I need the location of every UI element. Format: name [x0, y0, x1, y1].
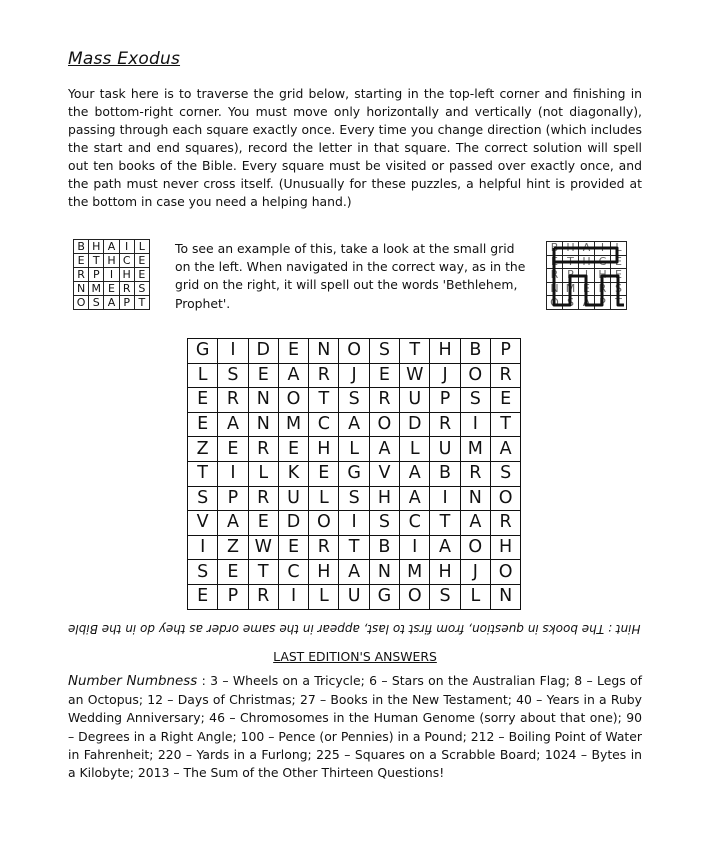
puzzle-grid-row — [188, 339, 521, 364]
puzzle-grid-cell: O — [369, 412, 399, 437]
puzzle-grid-cell: T — [339, 535, 369, 560]
answers-label: Number Numbness — [68, 674, 198, 689]
example-solved-grid-cell: R — [547, 269, 563, 283]
puzzle-grid-row — [188, 388, 521, 413]
puzzle-grid-cell: S — [369, 339, 399, 364]
puzzle-grid-cell: A — [400, 461, 430, 486]
puzzle-grid-cell: I — [188, 535, 218, 560]
example-grid-cell: P — [89, 268, 104, 282]
puzzle-grid-cell: A — [430, 535, 460, 560]
example-grid-row — [74, 254, 150, 268]
example-grid-cell: R — [74, 268, 89, 282]
example-solved-grid-cell: A — [579, 296, 595, 310]
puzzle-grid-cell: L — [400, 437, 430, 462]
puzzle-grid-cell: A — [339, 412, 369, 437]
puzzle-grid-cell: K — [278, 461, 308, 486]
puzzle-grid-cell: N — [248, 412, 278, 437]
example-grid-cell: M — [89, 282, 104, 296]
puzzle-title: Mass Exodus — [68, 49, 181, 69]
example-solved-grid-cell: P — [563, 269, 579, 283]
puzzle-grid-cell: V — [188, 511, 218, 536]
puzzle-grid-cell: H — [430, 339, 460, 364]
puzzle-grid-cell: U — [430, 437, 460, 462]
puzzle-grid-cell: H — [309, 437, 339, 462]
puzzle-grid-cell: I — [460, 412, 490, 437]
puzzle-grid-cell: M — [400, 560, 430, 585]
puzzle-grid-row — [188, 511, 521, 536]
example-grid-cell: R — [119, 282, 134, 296]
puzzle-grid-cell: L — [460, 584, 490, 609]
puzzle-grid-cell: R — [460, 461, 490, 486]
puzzle-grid-cell: T — [490, 412, 520, 437]
puzzle-grid-cell: H — [490, 535, 520, 560]
puzzle-grid-cell: N — [490, 584, 520, 609]
puzzle-grid-cell: E — [278, 535, 308, 560]
puzzle-grid-cell: B — [430, 461, 460, 486]
puzzle-grid-row — [188, 363, 521, 388]
puzzle-grid-row — [188, 535, 521, 560]
example-grid-cell: I — [119, 240, 134, 254]
example-solved-grid-cell: S — [611, 282, 627, 296]
example-grid-cell: A — [104, 240, 119, 254]
example-grid-solved — [546, 241, 631, 314]
example-solved-grid-cell: I — [595, 242, 611, 256]
example-solved-grid-cell: N — [547, 282, 563, 296]
puzzle-grid-cell: S — [430, 584, 460, 609]
example-solved-grid-cell: H — [579, 255, 595, 269]
example-grid-cell: B — [74, 240, 89, 254]
puzzle-grid-cell: L — [309, 486, 339, 511]
puzzle-grid-cell: W — [248, 535, 278, 560]
puzzle-grid-cell: O — [460, 535, 490, 560]
answers-text: : 3 – Wheels on a Tricycle; 6 – Stars on the Australian Flag; 8 – Legs of an Octopus; 12 – Days of Christmas; 27 – Books in the New Testament; 40 – Years in a Ruby Wedding Anniversary; 46 – Chromosomes in the Human Genome (sorry about that one); 90 – Degrees in a Right Angle; 100 – Pence (or Pennies) in a Pound; 212 – Boiling Point of Water in Fahrenheit; 220 – Yards in a Furlong; 225 – Squares on a Scrabble Board; 1024 – Bytes in a Kilobyte; 2013 – The Sum of the Other Thirteen Questions! — [68, 673, 642, 781]
example-grid-cell: H — [104, 254, 119, 268]
puzzle-grid-cell: R — [248, 486, 278, 511]
example-grid-cell: H — [89, 240, 104, 254]
puzzle-grid-row — [188, 560, 521, 585]
example-grid-cell: P — [119, 296, 134, 310]
puzzle-grid-cell: G — [188, 339, 218, 364]
puzzle-grid-cell: R — [248, 437, 278, 462]
puzzle-grid-cell: I — [339, 511, 369, 536]
puzzle-grid-cell: T — [248, 560, 278, 585]
puzzle-grid-row — [188, 437, 521, 462]
puzzle-grid — [187, 338, 521, 610]
puzzle-grid-cell: R — [490, 511, 520, 536]
puzzle-grid-cell: A — [400, 486, 430, 511]
example-solved-grid-cell: I — [579, 269, 595, 283]
example-grid-cell: H — [119, 268, 134, 282]
puzzle-grid-cell: R — [309, 535, 339, 560]
instructions-paragraph: Your task here is to traverse the grid below, starting in the top-left corner and finishing in the bottom-right corner. You must move only horizontally and vertically (not diagonally), passing through each square exactly once. Every time you change direction (which includes the start and end squares), record the letter in that square. The correct solution will spell out ten books of the Bible. Every square must be visited or passed over exactly once, and the path must never cross itself. (Unusually for these puzzles, a helpful hint is provided at the bottom in case you need a helping hand.) — [68, 86, 642, 209]
puzzle-grid-cell: L — [188, 363, 218, 388]
puzzle-grid-cell: E — [188, 388, 218, 413]
example-solved-grid-cell: T — [611, 296, 627, 310]
puzzle-grid-cell: A — [460, 511, 490, 536]
example-grid-cell: E — [74, 254, 89, 268]
example-solved-grid-cell: P — [595, 296, 611, 310]
puzzle-grid-cell: E — [248, 511, 278, 536]
puzzle-grid-cell: R — [369, 388, 399, 413]
example-solved-grid-cell: A — [579, 242, 595, 256]
puzzle-grid-cell: Z — [218, 535, 248, 560]
example-grid-row — [74, 240, 150, 254]
puzzle-grid-cell: B — [369, 535, 399, 560]
puzzle-grid-cell: G — [369, 584, 399, 609]
puzzle-grid-cell: S — [339, 486, 369, 511]
puzzle-grid-cell: U — [339, 584, 369, 609]
puzzle-grid-cell: D — [400, 412, 430, 437]
example-grid-cell: E — [134, 268, 149, 282]
puzzle-grid-cell: S — [490, 461, 520, 486]
puzzle-grid-cell: H — [430, 560, 460, 585]
puzzle-grid-cell: J — [339, 363, 369, 388]
puzzle-grid-cell: L — [339, 437, 369, 462]
example-grid-row — [74, 296, 150, 310]
puzzle-grid-cell: R — [309, 363, 339, 388]
puzzle-grid-cell: O — [460, 363, 490, 388]
puzzle-grid-cell: T — [400, 339, 430, 364]
puzzle-grid-cell: P — [490, 339, 520, 364]
puzzle-grid-cell: L — [309, 584, 339, 609]
puzzle-grid-cell: R — [490, 363, 520, 388]
puzzle-grid-cell: B — [460, 339, 490, 364]
example-solved-grid-cell: C — [595, 255, 611, 269]
puzzle-grid-cell: A — [278, 363, 308, 388]
puzzle-grid-cell: T — [188, 461, 218, 486]
puzzle-grid-cell: U — [400, 388, 430, 413]
puzzle-grid-cell: I — [218, 461, 248, 486]
puzzle-grid-row — [188, 461, 521, 486]
puzzle-grid-cell: N — [309, 339, 339, 364]
puzzle-grid-cell: R — [218, 388, 248, 413]
example-grid-cell: T — [89, 254, 104, 268]
example-grid-cell: S — [134, 282, 149, 296]
puzzle-grid-cell: T — [309, 388, 339, 413]
example-grid-cell: I — [104, 268, 119, 282]
example-grid-row — [74, 282, 150, 296]
puzzle-grid-cell: E — [188, 412, 218, 437]
example-path-loop-top — [554, 248, 617, 262]
example-solved-grid-cell: O — [547, 296, 563, 310]
puzzle-grid-cell: E — [369, 363, 399, 388]
example-solved-grid-cell: E — [547, 255, 563, 269]
puzzle-grid-cell: H — [369, 486, 399, 511]
puzzle-grid-cell: E — [309, 461, 339, 486]
puzzle-grid-row — [188, 486, 521, 511]
puzzle-grid-cell: D — [278, 511, 308, 536]
puzzle-grid-cell: U — [278, 486, 308, 511]
puzzle-grid-cell: S — [339, 388, 369, 413]
puzzle-grid-cell: J — [430, 363, 460, 388]
puzzle-grid-cell: E — [490, 388, 520, 413]
puzzle-grid-cell: P — [430, 388, 460, 413]
puzzle-grid-cell: C — [309, 412, 339, 437]
example-explanation: To see an example of this, take a look at the small grid on the left. When navigated in the correct way, as in the grid on the right, it will spell out the words 'Bethlehem, Prophet'. — [175, 241, 526, 311]
puzzle-grid-cell: E — [218, 437, 248, 462]
puzzle-grid-cell: I — [430, 486, 460, 511]
puzzle-grid-cell: C — [400, 511, 430, 536]
example-solved-grid-cell: H — [595, 269, 611, 283]
puzzle-grid-cell: O — [400, 584, 430, 609]
example-solved-grid-cell: E — [579, 282, 595, 296]
puzzle-grid-cell: E — [218, 560, 248, 585]
example-solved-grid-cell: S — [563, 296, 579, 310]
example-solved-grid-cell: R — [595, 282, 611, 296]
example-solved-grid-cell: E — [611, 255, 627, 269]
puzzle-grid-cell: J — [460, 560, 490, 585]
example-solved-grid-cell: L — [611, 242, 627, 256]
example-solved-grid-cell: M — [563, 282, 579, 296]
puzzle-grid-cell: N — [460, 486, 490, 511]
puzzle-grid-cell: S — [218, 363, 248, 388]
puzzle-grid-cell: M — [278, 412, 308, 437]
puzzle-grid-cell: A — [218, 511, 248, 536]
example-solved-grid-cell: E — [611, 269, 627, 283]
puzzle-grid-cell: D — [248, 339, 278, 364]
puzzle-grid-row — [188, 584, 521, 609]
puzzle-grid-cell: S — [369, 511, 399, 536]
example-grid-cell: N — [74, 282, 89, 296]
puzzle-grid-cell: C — [278, 560, 308, 585]
puzzle-grid-cell: L — [248, 461, 278, 486]
puzzle-grid-cell: E — [188, 584, 218, 609]
puzzle-grid-cell: E — [278, 437, 308, 462]
example-path-zigzag — [554, 262, 624, 305]
example-grid-cell: L — [134, 240, 149, 254]
puzzle-grid-cell: O — [490, 486, 520, 511]
puzzle-grid-cell: N — [369, 560, 399, 585]
puzzle-grid-row — [188, 412, 521, 437]
puzzle-grid-cell: V — [369, 461, 399, 486]
example-grid-row — [74, 268, 150, 282]
example-grid-cell: T — [134, 296, 149, 310]
puzzle-grid-cell: H — [309, 560, 339, 585]
puzzle-grid-cell: R — [430, 412, 460, 437]
puzzle-grid-cell: I — [400, 535, 430, 560]
puzzle-grid-cell: S — [188, 560, 218, 585]
puzzle-grid-cell: O — [278, 388, 308, 413]
puzzle-grid-cell: O — [309, 511, 339, 536]
example-grid-unsolved — [73, 239, 150, 310]
puzzle-grid-cell: S — [460, 388, 490, 413]
puzzle-grid-cell: A — [218, 412, 248, 437]
puzzle-grid-cell: A — [369, 437, 399, 462]
puzzle-grid-cell: A — [490, 437, 520, 462]
puzzle-grid-cell: O — [490, 560, 520, 585]
example-grid-cell: E — [104, 282, 119, 296]
puzzle-grid-cell: M — [460, 437, 490, 462]
puzzle-grid-cell: I — [278, 584, 308, 609]
example-solved-grid-cell: T — [563, 255, 579, 269]
puzzle-grid-cell: S — [188, 486, 218, 511]
example-grid-cell: S — [89, 296, 104, 310]
puzzle-grid-cell: Z — [188, 437, 218, 462]
puzzle-grid-cell: G — [339, 461, 369, 486]
example-solved-grid-cell: B — [547, 242, 563, 256]
puzzle-grid-cell: E — [248, 363, 278, 388]
puzzle-grid-cell: P — [218, 584, 248, 609]
puzzle-grid-cell: I — [218, 339, 248, 364]
puzzle-grid-cell: A — [339, 560, 369, 585]
example-grid-cell: A — [104, 296, 119, 310]
puzzle-grid-cell: E — [278, 339, 308, 364]
answers-paragraph — [68, 672, 642, 782]
puzzle-grid-cell: N — [248, 388, 278, 413]
example-grid-cell: E — [134, 254, 149, 268]
example-solved-grid-cell: H — [563, 242, 579, 256]
puzzle-grid-cell: T — [430, 511, 460, 536]
puzzle-grid-cell: W — [400, 363, 430, 388]
puzzle-grid-cell: R — [248, 584, 278, 609]
upside-down-hint: Hint : The books in question, from first to last, appear in the same order as they do in the Bible — [68, 622, 641, 636]
example-grid-cell: O — [74, 296, 89, 310]
puzzle-grid-cell: O — [339, 339, 369, 364]
answers-heading: LAST EDITION'S ANSWERS — [273, 649, 437, 664]
puzzle-grid-cell: P — [218, 486, 248, 511]
example-grid-cell: C — [119, 254, 134, 268]
example-solution-path — [546, 241, 632, 315]
